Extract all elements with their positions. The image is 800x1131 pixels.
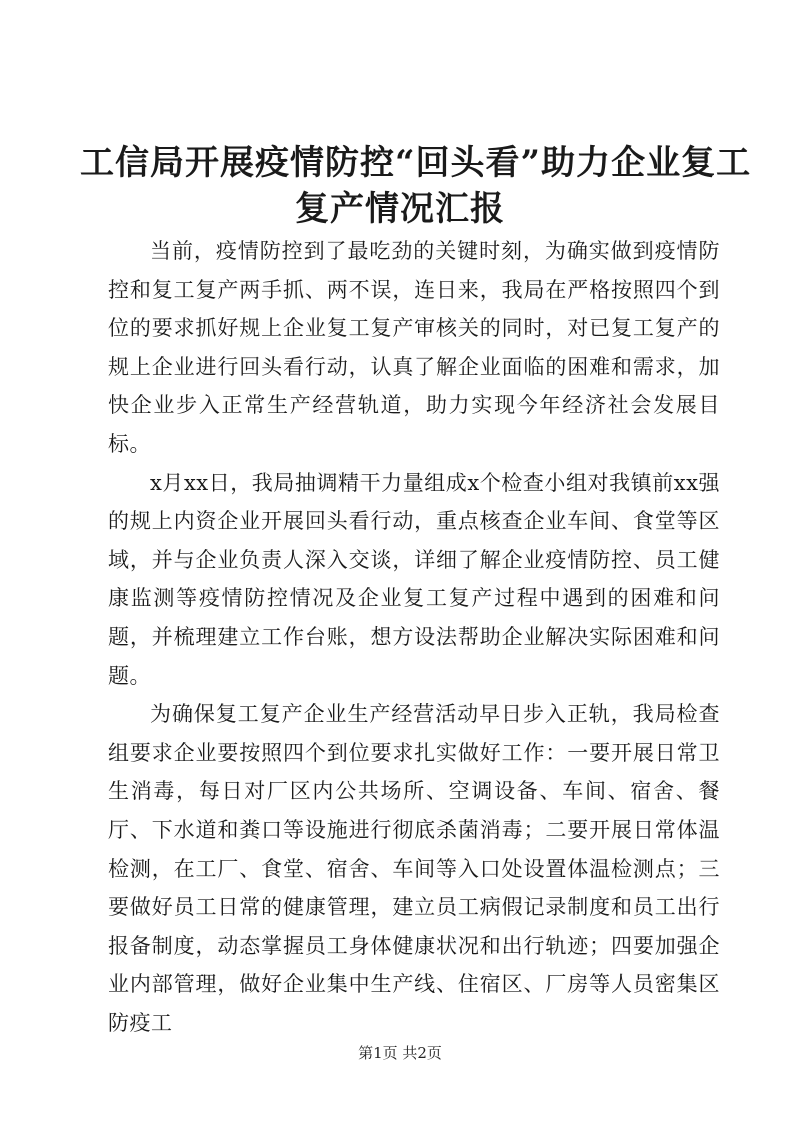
document-title bbox=[80, 140, 752, 232]
paragraph-3: 为确保复工复产企业生产经营活动早日步入正轨，我局检查组要求企业要按照四个到位要求扎实做好工作：一要开展日常卫生消毒，每日对厂区内公共场所、空调设备、车间、宿舍、餐厅、下水道和粪口等设施进行彻底杀菌消毒；二要开展日常体温检测，在工厂、食堂、宿舍、车间等入口处设置体温检测点；三要做好员工日常的健康管理，建立员工病假记录制度和员工出行报备制度，动态掌握员工身体健康状况和出行轨迹；四要加强企业内部管理，做好企业集中生产线、住宿区、厂房等人员密集区防疫工 bbox=[108, 702, 720, 1035]
title-line-1: 工信局开展疫情防控“回头看”助力企业复工 bbox=[80, 143, 752, 183]
page-indicator: 第1页 共2页 bbox=[358, 1044, 442, 1062]
paragraph-2: x月xx日，我局抽调精干力量组成x个检查小组对我镇前xx强的规上内资企业开展回头看行动，重点核查企业车间、食堂等区域，并与企业负责人深入交谈，详细了解企业疫情防控、员工健康监测等疫情防控情况及企业复工复产过程中遇到的困难和问题，并梳理建立工作台账，想方设法帮助企业解决实际困难和问题。 bbox=[108, 470, 720, 688]
document-body bbox=[108, 232, 720, 1042]
title-line-2: 复产情况汇报 bbox=[295, 189, 505, 229]
page-footer bbox=[0, 1043, 800, 1063]
paragraph-1: 当前，疫情防控到了最吃劲的关键时刻，为确实做到疫情防控和复工复产两手抓、两不误，连日来，我局在严格按照四个到位的要求抓好规上企业复工复产审核关的同时，对已复工复产的规上企业进行回头看行动，认真了解企业面临的困难和需求，加快企业步入正常生产经营轨道，助力实现今年经济社会发展目标。 bbox=[108, 239, 720, 456]
